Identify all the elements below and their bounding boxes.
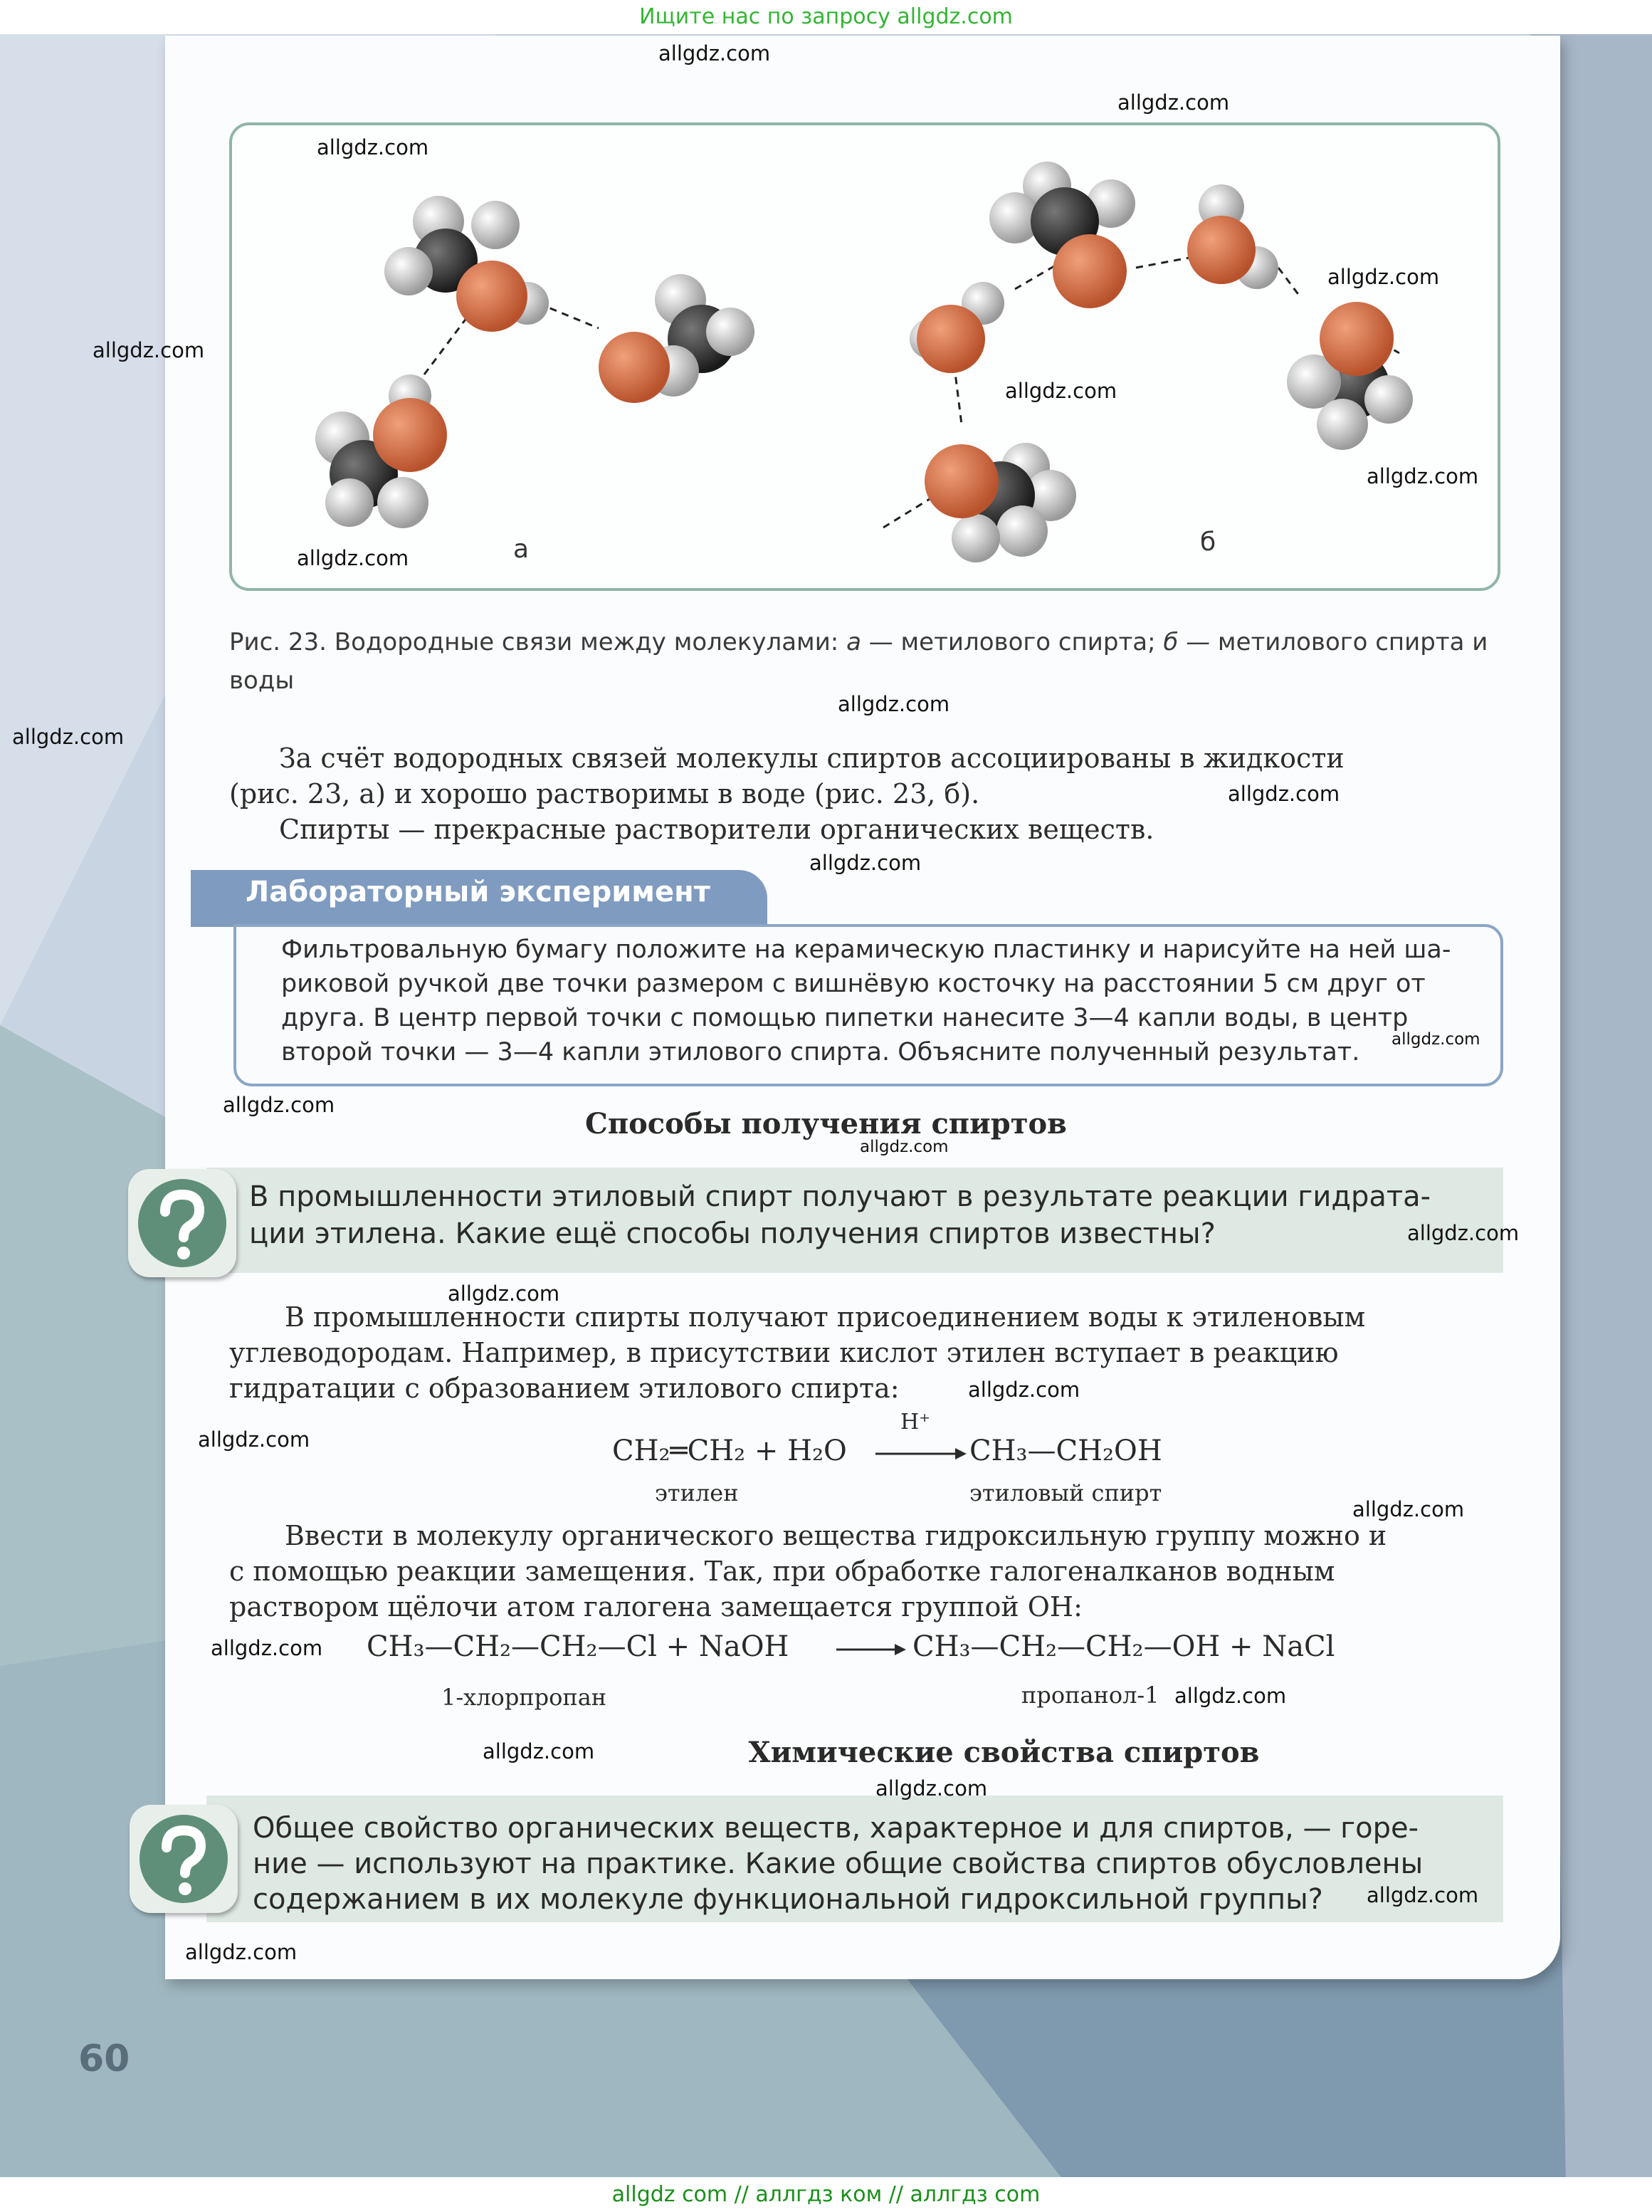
watermark: allgdz.com bbox=[223, 1093, 335, 1117]
equation2-reactants: CH₃—CH₂—CH₂—Cl + NaOH bbox=[367, 1630, 789, 1663]
question-2-line1: Общее свойство органических веществ, характерное и для спиртов, — горе- bbox=[253, 1812, 1419, 1845]
para-hydration-line2: углеводородам. Например, в присутствии кислот этилен вступает в реакцию bbox=[229, 1337, 1339, 1368]
lab-line3: друга. В центр первой точки с помощью пипетки нанесите 3—4 капли воды, в центр bbox=[281, 1004, 1409, 1032]
para-substitution-line3: раствором щёлочи атом галогена замещается группой OH: bbox=[229, 1591, 1083, 1623]
watermark: allgdz.com bbox=[198, 1427, 310, 1452]
paragraph-solvents: Спирты — прекрасные растворители органических веществ. bbox=[279, 814, 1154, 845]
watermark: allgdz.com bbox=[1367, 1883, 1479, 1907]
equation2-products: CH₃—CH₂—CH₂—OH + NaCl bbox=[912, 1630, 1335, 1663]
figure-caption bbox=[229, 623, 1498, 700]
para1-line2: (рис. 23, а) и хорошо растворимы в воде (рис. 23, б). bbox=[229, 778, 980, 809]
top-banner[interactable]: Ищите нас по запросу allgdz.com bbox=[0, 0, 1652, 34]
bottom-banner[interactable]: allgdz com // аллгдз ком // аллгдз com bbox=[0, 2177, 1652, 2212]
equation1-product: CH₃—CH₂OH bbox=[969, 1435, 1162, 1467]
caption-a: а bbox=[846, 628, 861, 656]
caption-text-1: Рис. 23. Водородные связи между молекулами: bbox=[229, 628, 847, 656]
caption-b: б bbox=[1163, 628, 1179, 656]
para-hydration-line3: гидратации с образованием этилового спирта: bbox=[229, 1373, 900, 1404]
equation2-label-chloropropane: 1-хлорпропан bbox=[441, 1684, 607, 1711]
watermark: allgdz.com bbox=[809, 851, 922, 875]
lab-experiment-title: Лабораторный эксперимент bbox=[246, 876, 710, 908]
section-title-production: Способы получения спиртов bbox=[585, 1107, 1067, 1141]
watermark: allgdz.com bbox=[1352, 1497, 1465, 1521]
watermark: allgdz.com bbox=[838, 692, 950, 716]
question-icon-1 bbox=[128, 1169, 236, 1277]
molecules-illustration bbox=[232, 125, 1498, 588]
caption-text-2: — метилового спирта; bbox=[861, 628, 1164, 656]
watermark: allgdz.com bbox=[1367, 464, 1479, 488]
watermark: allgdz.com bbox=[875, 1776, 988, 1800]
question-2-line2: ние — используют на практике. Какие общие свойства спиртов обусловлены bbox=[253, 1847, 1424, 1880]
watermark: allgdz.com bbox=[658, 41, 771, 65]
watermark: allgdz.com bbox=[1117, 90, 1230, 115]
question-icon-2 bbox=[130, 1805, 238, 1913]
watermark: allgdz.com bbox=[1407, 1221, 1520, 1245]
methanol-molecule-1 bbox=[384, 196, 549, 332]
watermark: allgdz.com bbox=[1174, 1684, 1287, 1708]
watermark: allgdz.com bbox=[185, 1940, 298, 1964]
figure-label-b: б bbox=[1200, 528, 1216, 557]
question-1-line2: ции этилена. Какие ещё способы получения спиртов известны? bbox=[249, 1217, 1216, 1250]
figure-23-frame bbox=[229, 122, 1500, 591]
watermark: allgdz.com bbox=[968, 1378, 1080, 1402]
watermark: allgdz.com bbox=[93, 338, 205, 362]
methanol-molecule-2 bbox=[599, 274, 754, 403]
watermark: allgdz.com bbox=[448, 1281, 560, 1306]
para-substitution-line2: с помощью реакции замещения. Так, при обработке галогеналканов водным bbox=[229, 1556, 1335, 1587]
watermark: allgdz.com bbox=[860, 1138, 949, 1156]
watermark: allgdz.com bbox=[1391, 1030, 1480, 1049]
para1-line1: За счёт водородных связей молекулы спиртов ассоциированы в жидкости bbox=[279, 743, 1345, 774]
watermark: allgdz.com bbox=[211, 1636, 323, 1660]
methanol-molecule-4 bbox=[989, 162, 1135, 308]
watermark: allgdz.com bbox=[1005, 379, 1117, 403]
methanol-molecule-5 bbox=[1287, 302, 1413, 450]
page-number: 60 bbox=[78, 2038, 130, 2080]
reaction-arrow-icon bbox=[836, 1641, 907, 1658]
question-2-line3: содержанием в их молекуле функциональной гидроксильной группы? bbox=[253, 1883, 1323, 1916]
equation1-reactants: CH₂═CH₂ + H₂O bbox=[612, 1435, 847, 1467]
watermark: allgdz.com bbox=[317, 135, 429, 159]
reaction-arrow-icon bbox=[875, 1445, 968, 1462]
watermark: allgdz.com bbox=[12, 725, 125, 749]
lab-line2: риковой ручкой две точки размером с вишнёвую косточку на расстоянии 5 см друг от bbox=[281, 970, 1426, 998]
para-substitution-line1: Ввести в молекулу органического вещества гидроксильную группу можно и bbox=[285, 1520, 1387, 1551]
para-hydration-line1: В промышленности спирты получают присоединением воды к этиленовым bbox=[285, 1301, 1366, 1333]
methanol-molecule-6 bbox=[925, 443, 1076, 562]
watermark: allgdz.com bbox=[1327, 265, 1440, 289]
watermark: allgdz.com bbox=[297, 546, 409, 570]
watermark: allgdz.com bbox=[1228, 782, 1340, 806]
water-molecule-1 bbox=[910, 282, 1004, 373]
lab-line1: Фильтровальную бумагу положите на керамическую пластинку и нарисуйте на ней ша- bbox=[281, 935, 1451, 964]
question-1-line1: В промышленности этиловый спирт получают в результате реакции гидрата- bbox=[249, 1180, 1431, 1213]
equation1-catalyst: H⁺ bbox=[900, 1410, 930, 1435]
section-title-chemical-properties: Химические свойства спиртов bbox=[748, 1736, 1260, 1769]
question-mark-icon bbox=[130, 1805, 238, 1913]
caption-text-3: — метилового спирта и воды bbox=[229, 628, 1488, 695]
equation2-label-propanol: пропанол-1 bbox=[1021, 1682, 1159, 1709]
hydrogen-bonds bbox=[424, 257, 1399, 528]
question-mark-icon bbox=[128, 1169, 236, 1277]
lab-line4: второй точки — 3—4 капли этилового спирта. Объясните полученный результат. bbox=[281, 1038, 1360, 1066]
figure-label-a: а bbox=[513, 535, 530, 564]
equation1-label-ethylene: этилен bbox=[655, 1479, 739, 1506]
watermark: allgdz.com bbox=[483, 1739, 595, 1763]
equation1-label-ethanol: этиловый спирт bbox=[969, 1479, 1162, 1506]
water-molecule-2 bbox=[1187, 184, 1278, 289]
methanol-molecule-3 bbox=[315, 374, 447, 528]
